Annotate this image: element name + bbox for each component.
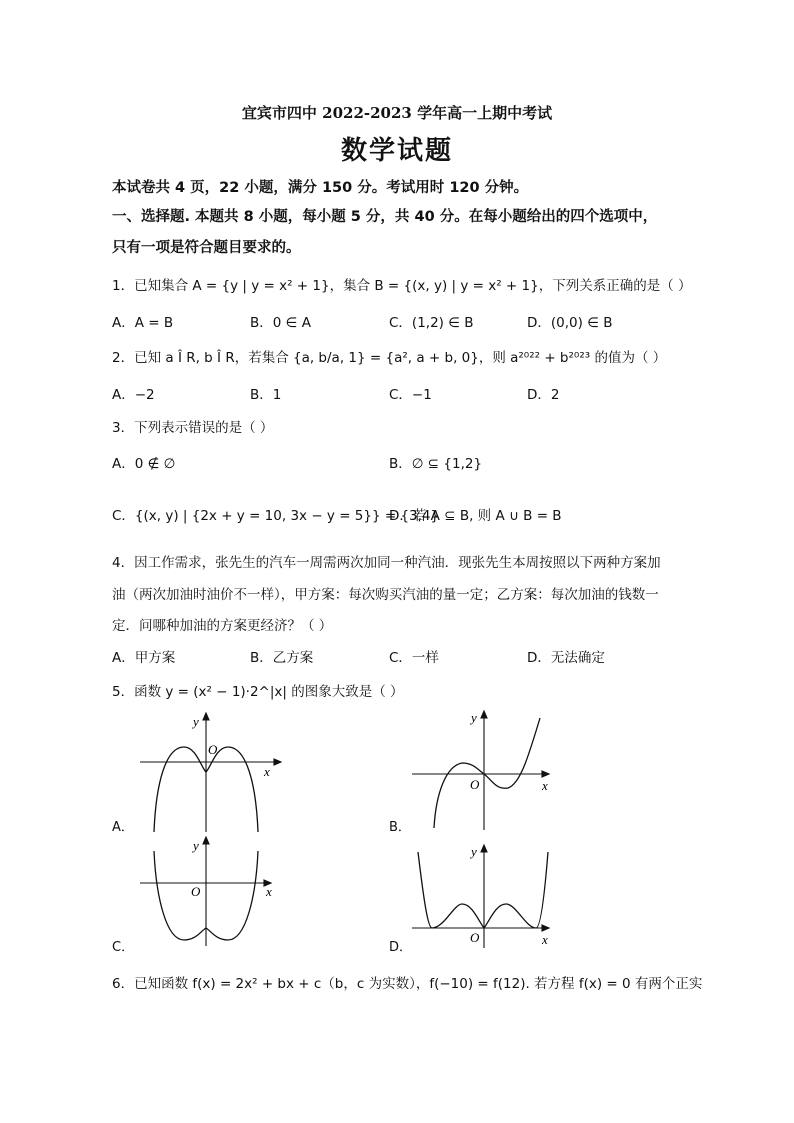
- graph-c-y-label: y: [193, 838, 199, 853]
- question-4-option-b: B．乙方案: [250, 650, 314, 666]
- question-6-stem: 6．已知函数 f(x) = 2x² + bx + c（b，c 为实数），f(−10) = f(12). 若方程 f(x) = 0 有两个正实: [112, 976, 703, 992]
- question-1-stem: 1．已知集合 A = {y | y = x² + 1}，集合 B = {(x, y) | y = x² + 1}，下列关系正确的是（ ）: [112, 278, 692, 294]
- graph-d-y-label: y: [471, 844, 477, 859]
- graph-b-label: B．: [389, 820, 411, 835]
- question-2-option-c: C．−1: [389, 387, 432, 403]
- subject-title: 数学试题: [340, 136, 453, 166]
- graph-b: [408, 708, 558, 833]
- question-2-option-a: A．−2: [112, 387, 155, 403]
- graph-d-x-label: x: [542, 932, 548, 947]
- section-heading-line2: 只有一项是符合题目要求的。: [112, 240, 301, 256]
- question-2-option-b: B．1: [250, 387, 282, 403]
- graph-d-label: D．: [389, 940, 413, 955]
- exam-intro: 本试卷共 4 页，22 小题，满分 150 分。考试用时 120 分钟。: [112, 180, 529, 196]
- question-3-option-d: D．若 A ⊆ B, 则 A ∪ B = B: [389, 508, 562, 524]
- graph-b-origin-label: O: [470, 777, 480, 792]
- question-3-option-b: B．∅ ⊆ {1,2}: [389, 456, 483, 472]
- question-5-stem: 5．函数 y = (x² − 1)·2^|x| 的图象大致是（ ）: [112, 684, 404, 700]
- question-3-stem: 3．下列表示错误的是（ ）: [112, 420, 274, 436]
- section-heading-line1: 一、选择题. 本题共 8 小题，每小题 5 分，共 40 分。在每小题给出的四个选项中，: [112, 209, 658, 225]
- question-3-option-a: A．0 ∉ ∅: [112, 456, 176, 472]
- question-1-option-d: D．(0,0) ∈ B: [527, 315, 613, 331]
- graph-c: [136, 836, 286, 948]
- question-3-option-c: C．{(x, y) | {2x + y = 10, 3x − y = 5}} = {3,4}: [112, 508, 440, 524]
- graph-a-origin-label: O: [208, 742, 218, 757]
- graph-b-x-label: x: [542, 778, 548, 793]
- question-4-line3: 定．问哪种加油的方案更经济？（ ）: [112, 618, 333, 634]
- exam-title: 宜宾市四中 2022-2023 学年高一上期中考试: [241, 104, 553, 122]
- graph-c-x-label: x: [266, 884, 272, 899]
- question-4-option-c: C．一样: [389, 650, 439, 666]
- question-4-option-d: D．无法确定: [527, 650, 605, 666]
- question-1-option-c: C．(1,2) ∈ B: [389, 315, 474, 331]
- graph-c-origin-label: O: [191, 884, 201, 899]
- graph-d: [408, 842, 558, 950]
- graph-a-x-label: x: [264, 764, 270, 779]
- graph-a: [136, 712, 286, 837]
- graph-d-origin-label: O: [470, 930, 480, 945]
- question-4-line2: 油（两次加油时油价不一样），甲方案：每次购买汽油的量一定；乙方案：每次加油的钱数一: [112, 587, 659, 603]
- graph-c-label: C．: [112, 940, 135, 955]
- question-1-option-b: B．0 ∈ A: [250, 315, 311, 331]
- question-2-stem: 2．已知 a Î R, b Î R，若集合 {a, b/a, 1} = {a², a + b, 0}，则 a²⁰²² + b²⁰²³ 的值为（ ）: [112, 350, 667, 366]
- question-1-option-a: A．A = B: [112, 315, 174, 331]
- question-2-option-d: D．2: [527, 387, 560, 403]
- question-4-option-a: A．甲方案: [112, 650, 176, 666]
- graph-b-y-label: y: [471, 710, 477, 725]
- question-4-line1: 4．因工作需求，张先生的汽车一周需两次加同一种汽油．现张先生本周按照以下两种方案加: [112, 555, 661, 571]
- graph-a-y-label: y: [193, 714, 199, 729]
- graph-a-label: A．: [112, 820, 134, 835]
